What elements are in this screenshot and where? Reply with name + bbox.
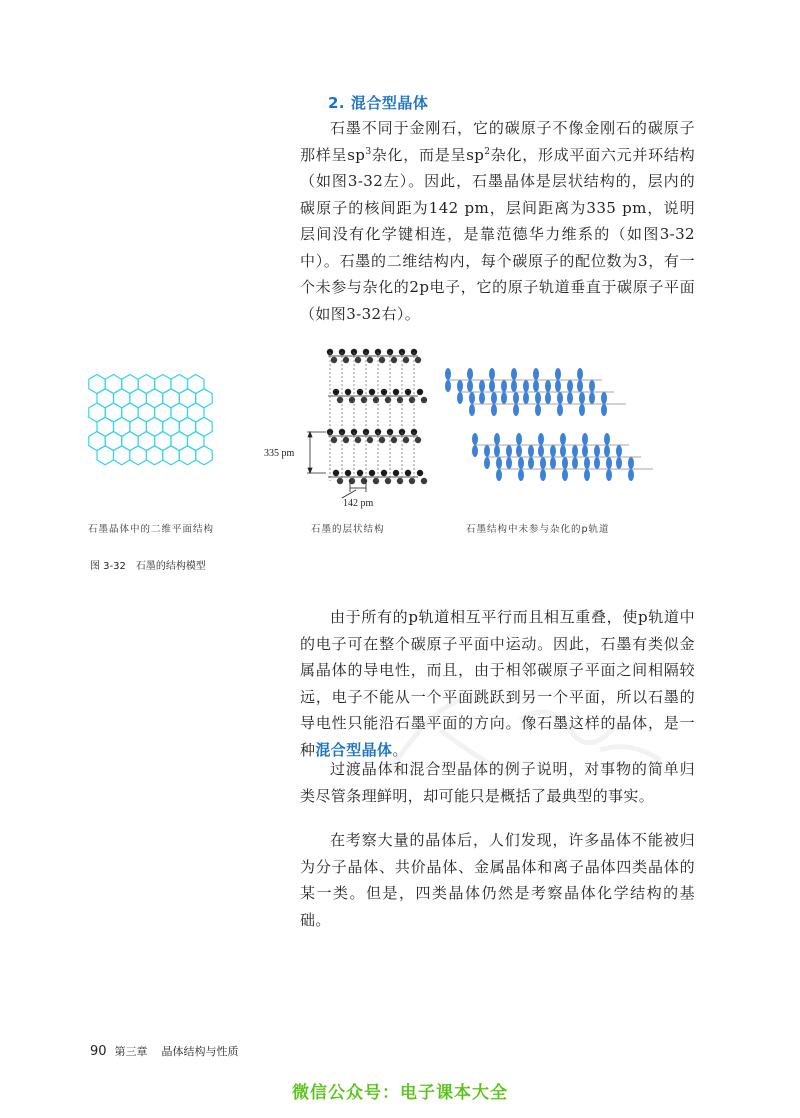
p-orbital-lobe (616, 445, 622, 457)
p-orbital-lobe (555, 380, 561, 392)
p-orbital-lobe (538, 445, 544, 457)
p-orbital-lobe (545, 392, 551, 404)
p-orbital-lobe (528, 445, 534, 457)
p-orbital-lobe (513, 392, 519, 404)
caption-left: 石墨晶体中的二维平面结构 (88, 524, 215, 535)
p-orbital-lobe (606, 457, 612, 469)
hexagon-ring (97, 446, 114, 465)
p-orbital-lobe (562, 469, 568, 481)
carbon-atom (331, 357, 337, 363)
chapter-title: 晶体结构与性质 (161, 1045, 239, 1058)
carbon-atom (343, 437, 349, 443)
p-orbital-lobe (501, 392, 507, 404)
p-orbital-lobe (589, 392, 595, 404)
p-orbital-lobe (528, 457, 534, 469)
hexagon-ring (179, 446, 195, 465)
carbon-atom (333, 470, 339, 476)
carbon-atom (403, 357, 409, 363)
p-orbital-lobe (604, 445, 610, 457)
p-orbital-lobe (628, 469, 634, 481)
p-orbital-lobe (535, 404, 541, 416)
p-orbital-lobe (472, 433, 478, 445)
p-orbital-lobe (513, 404, 519, 416)
p-orbital-lobe (594, 445, 600, 457)
paragraph-four-crystal-types: 在考察大量的晶体后，人们发现，许多晶体不能被归为分子晶体、共价晶体、金属晶体和离子晶体四类晶体的某一类。但是，四类晶体仍然是考察晶体化学结构的基础。 (300, 831, 695, 929)
p-orbital-lobe (584, 457, 590, 469)
p-orbital-lobe (469, 392, 475, 404)
figure-title (90, 557, 216, 572)
wechat-watermark: 微信公众号：电子课本大全 (292, 1083, 508, 1103)
carbon-atom (391, 437, 397, 443)
hexagon-ring (146, 446, 162, 465)
section-title: 2. 混合型晶体 (328, 94, 429, 112)
carbon-atom (333, 389, 339, 395)
p-orbital-lobe (550, 445, 556, 457)
p-orbital-lobe (582, 433, 588, 445)
carbon-atom (331, 437, 337, 443)
p-orbital-lobe (523, 392, 529, 404)
p-orbital-lobe (557, 392, 563, 404)
carbon-atom (343, 357, 349, 363)
carbon-atom (405, 470, 411, 476)
p-orbital-lobe (628, 457, 634, 469)
p-orbital-lobe (538, 433, 544, 445)
hexagon-ring (163, 446, 180, 465)
carbon-atom (367, 357, 373, 363)
p-orbital-lobe (496, 457, 502, 469)
hexagon-grid (89, 375, 212, 465)
layered-structure-figure (258, 340, 438, 515)
carbon-atom (379, 437, 385, 443)
p-orbital-lobe (457, 392, 463, 404)
p-orbital-lobe (579, 404, 585, 416)
carbon-atom (415, 357, 421, 363)
p-orbital-lobe (601, 392, 607, 404)
p-orbital-lobe (511, 368, 517, 380)
hexagon-ring (114, 446, 130, 465)
p-orbital-lobe (445, 380, 451, 392)
p-orbital-lobe (535, 392, 541, 404)
caption-middle: 石墨的层状结构 (311, 524, 385, 535)
carbon-atom (421, 397, 427, 403)
hexagon-ring (130, 446, 147, 465)
p-orbital-lobe (494, 445, 500, 457)
figure-title-text: 石墨的结构模型 (135, 561, 206, 572)
p-orbital-figure (440, 355, 665, 495)
p-orbital-lobe (484, 445, 490, 457)
carbon-atom (393, 470, 399, 476)
p-orbital-lobe (496, 469, 502, 481)
carbon-atom (381, 389, 387, 395)
p-orbital-lobe (479, 380, 485, 392)
p-orbital-lobe (577, 380, 583, 392)
label-142pm: 142 pm (343, 498, 374, 509)
p-orbital-lobe (484, 457, 490, 469)
p-orbital-lobe (518, 469, 524, 481)
p-orbital-lobe (469, 404, 475, 416)
p-orbital-lobe (533, 368, 539, 380)
p-orbital-lobe (506, 457, 512, 469)
orbital-layers (445, 368, 653, 481)
carbon-atom (403, 437, 409, 443)
caption-right: 石墨结构中未参与杂化的p轨道 (466, 524, 610, 535)
p-orbital-lobe (555, 368, 561, 380)
p-orbital-lobe (467, 368, 473, 380)
carbon-atom (369, 470, 375, 476)
p-orbital-lobe (501, 380, 507, 392)
paragraph-transition-crystal: 过渡晶体和混合型晶体的例子说明，对事物的简单归类尽管条理鲜明，却可能只是概括了最典型的事实。 (300, 760, 695, 805)
page-number: 90 (90, 1044, 107, 1059)
p-orbital-lobe (445, 368, 451, 380)
p-orbital-lobe (489, 368, 495, 380)
p-orbital-lobe (491, 404, 497, 416)
p-orbital-lobe (494, 433, 500, 445)
p-orbital-lobe (557, 404, 563, 416)
p-orbital-lobe (511, 380, 517, 392)
p-orbital-lobe (479, 392, 485, 404)
p-orbital-lobe (616, 457, 622, 469)
carbon-atom (393, 389, 399, 395)
p-orbital-lobe (489, 380, 495, 392)
p-orbital-lobe (516, 445, 522, 457)
p-orbital-lobe (579, 392, 585, 404)
page-footer (90, 1043, 239, 1059)
carbon-atom (405, 389, 411, 395)
figure-number: 图 3-32 (90, 561, 126, 572)
p-orbital-lobe (550, 457, 556, 469)
carbon-atom (369, 389, 375, 395)
p-orbital-lobe (540, 469, 546, 481)
p-orbital-lobe (601, 404, 607, 416)
p-orbital-lobe (582, 445, 588, 457)
p-orbital-lobe (472, 445, 478, 457)
paragraph-graphite-structure: 石墨不同于金刚石，它的碳原子不像金刚石的碳原子那样呈$sp^3$杂化，而是呈$sp^2$杂化，形成平面六元并环结构（如图3-32左）。因此，石墨晶体是层状结构的，层内的碳原子的核间距为142 pm，层间距离为335 pm，说明层间没有化学键相连，是靠范德华力维系的（如图3-32中）。石墨的二维结构内，每个碳原子的配位数为3，有一个未参与杂化的2p电子，它的原子轨道垂直于碳原子平面（如图3-32右）。 (300, 119, 695, 323)
p-orbital-lobe (572, 445, 578, 457)
carbon-atom (357, 470, 363, 476)
p-orbital-lobe (540, 457, 546, 469)
p-orbital-lobe (518, 457, 524, 469)
label-335pm: 335 pm (264, 448, 295, 459)
carbon-atom (415, 437, 421, 443)
carbon-atom (367, 437, 373, 443)
carbon-atom (355, 437, 361, 443)
hexagonal-lattice-figure (85, 372, 235, 487)
carbon-atom (381, 470, 387, 476)
chapter-label: 第三章 (114, 1045, 148, 1058)
carbon-atom (357, 389, 363, 395)
carbon-atom (417, 470, 423, 476)
carbon-atom (345, 389, 351, 395)
graphite-layers (327, 349, 427, 484)
p-orbital-lobe (577, 368, 583, 380)
p-orbital-lobe (562, 457, 568, 469)
p-orbital-lobe (457, 380, 463, 392)
p-orbital-lobe (567, 380, 573, 392)
p-orbital-lobe (594, 457, 600, 469)
term-mixed-crystal: 混合型晶体 (315, 740, 393, 759)
hexagon-ring (196, 446, 213, 465)
p-orbital-lobe (584, 469, 590, 481)
p-orbital-lobe (560, 433, 566, 445)
carbon-atom (417, 389, 423, 395)
p-orbital-lobe (516, 433, 522, 445)
p-orbital-lobe (572, 457, 578, 469)
p-orbital-lobe (523, 380, 529, 392)
p-orbital-lobe (467, 380, 473, 392)
p-orbital-lobe (589, 380, 595, 392)
carbon-atom (379, 357, 385, 363)
p-orbital-lobe (604, 433, 610, 445)
carbon-atom (345, 470, 351, 476)
p-orbital-lobe (491, 392, 497, 404)
p-orbital-lobe (567, 392, 573, 404)
carbon-atom (391, 357, 397, 363)
carbon-atom (355, 357, 361, 363)
p-orbital-lobe (606, 469, 612, 481)
p-orbital-lobe (560, 445, 566, 457)
p-orbital-lobe (545, 380, 551, 392)
p-orbital-lobe (506, 445, 512, 457)
paragraph-conductivity: 由于所有的p轨道相互平行而且相互重叠，使p轨道中的电子可在整个碳原子平面中运动。因此，石墨有类似金属晶体的导电性，而且，由于相邻碳原子平面之间相隔较远，电子不能从一个平面跳跃到另一个平面，所以石墨的导电性只能沿石墨平面的方向。像石墨这样的晶体，是一种混合型晶体。 (300, 608, 695, 759)
carbon-atom (421, 478, 427, 484)
p-orbital-lobe (533, 380, 539, 392)
